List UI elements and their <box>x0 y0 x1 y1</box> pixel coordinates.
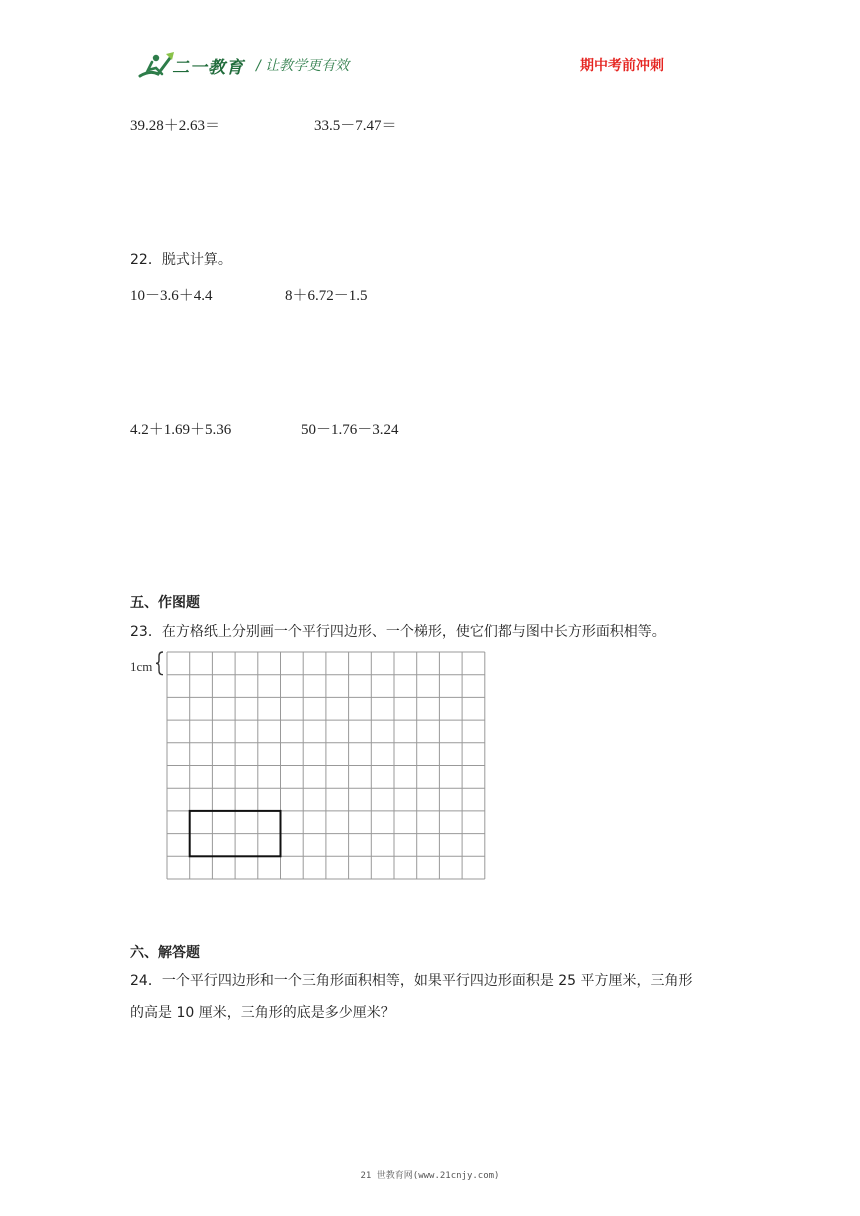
page-footer: 21 世教育网(www.21cnjy.com) <box>360 1171 500 1181</box>
scale-brace-icon <box>156 652 163 675</box>
q22-expression-2: 8＋6.72－1.5 <box>285 288 368 304</box>
brand-slogan: / 让教学更有效 <box>256 58 350 74</box>
q22-expression-4: 50－1.76－3.24 <box>301 422 399 438</box>
scale-label: 1cm <box>130 659 153 674</box>
q23-title: 23．在方格纸上分别画一个平行四边形、一个梯形，使它们都与图中长方形面积相等。 <box>130 624 666 640</box>
q24-line-1: 24．一个平行四边形和一个三角形面积相等，如果平行四边形面积是 25 平方厘米，三角形 <box>130 973 693 989</box>
section-6-heading: 六、解答题 <box>130 945 200 961</box>
q22-expression-3: 4.2＋1.69＋5.36 <box>130 422 232 438</box>
grid-paper <box>128 650 488 890</box>
section-5-heading: 五、作图题 <box>130 595 200 611</box>
q23-grid-figure <box>128 650 488 890</box>
runner-logo-icon <box>136 50 176 82</box>
q24-line-2: 的高是 10 厘米，三角形的底是多少厘米？ <box>130 1005 395 1021</box>
q21-expression-1: 39.28＋2.63＝ <box>130 118 221 134</box>
exam-tag: 期中考前冲刺 <box>580 58 664 74</box>
q22-expression-1: 10－3.6＋4.4 <box>130 288 213 304</box>
q21-expression-2: 33.5－7.47＝ <box>314 118 397 134</box>
brand-name: 二一教育 <box>172 58 244 78</box>
q22-title: 22．脱式计算。 <box>130 252 232 268</box>
